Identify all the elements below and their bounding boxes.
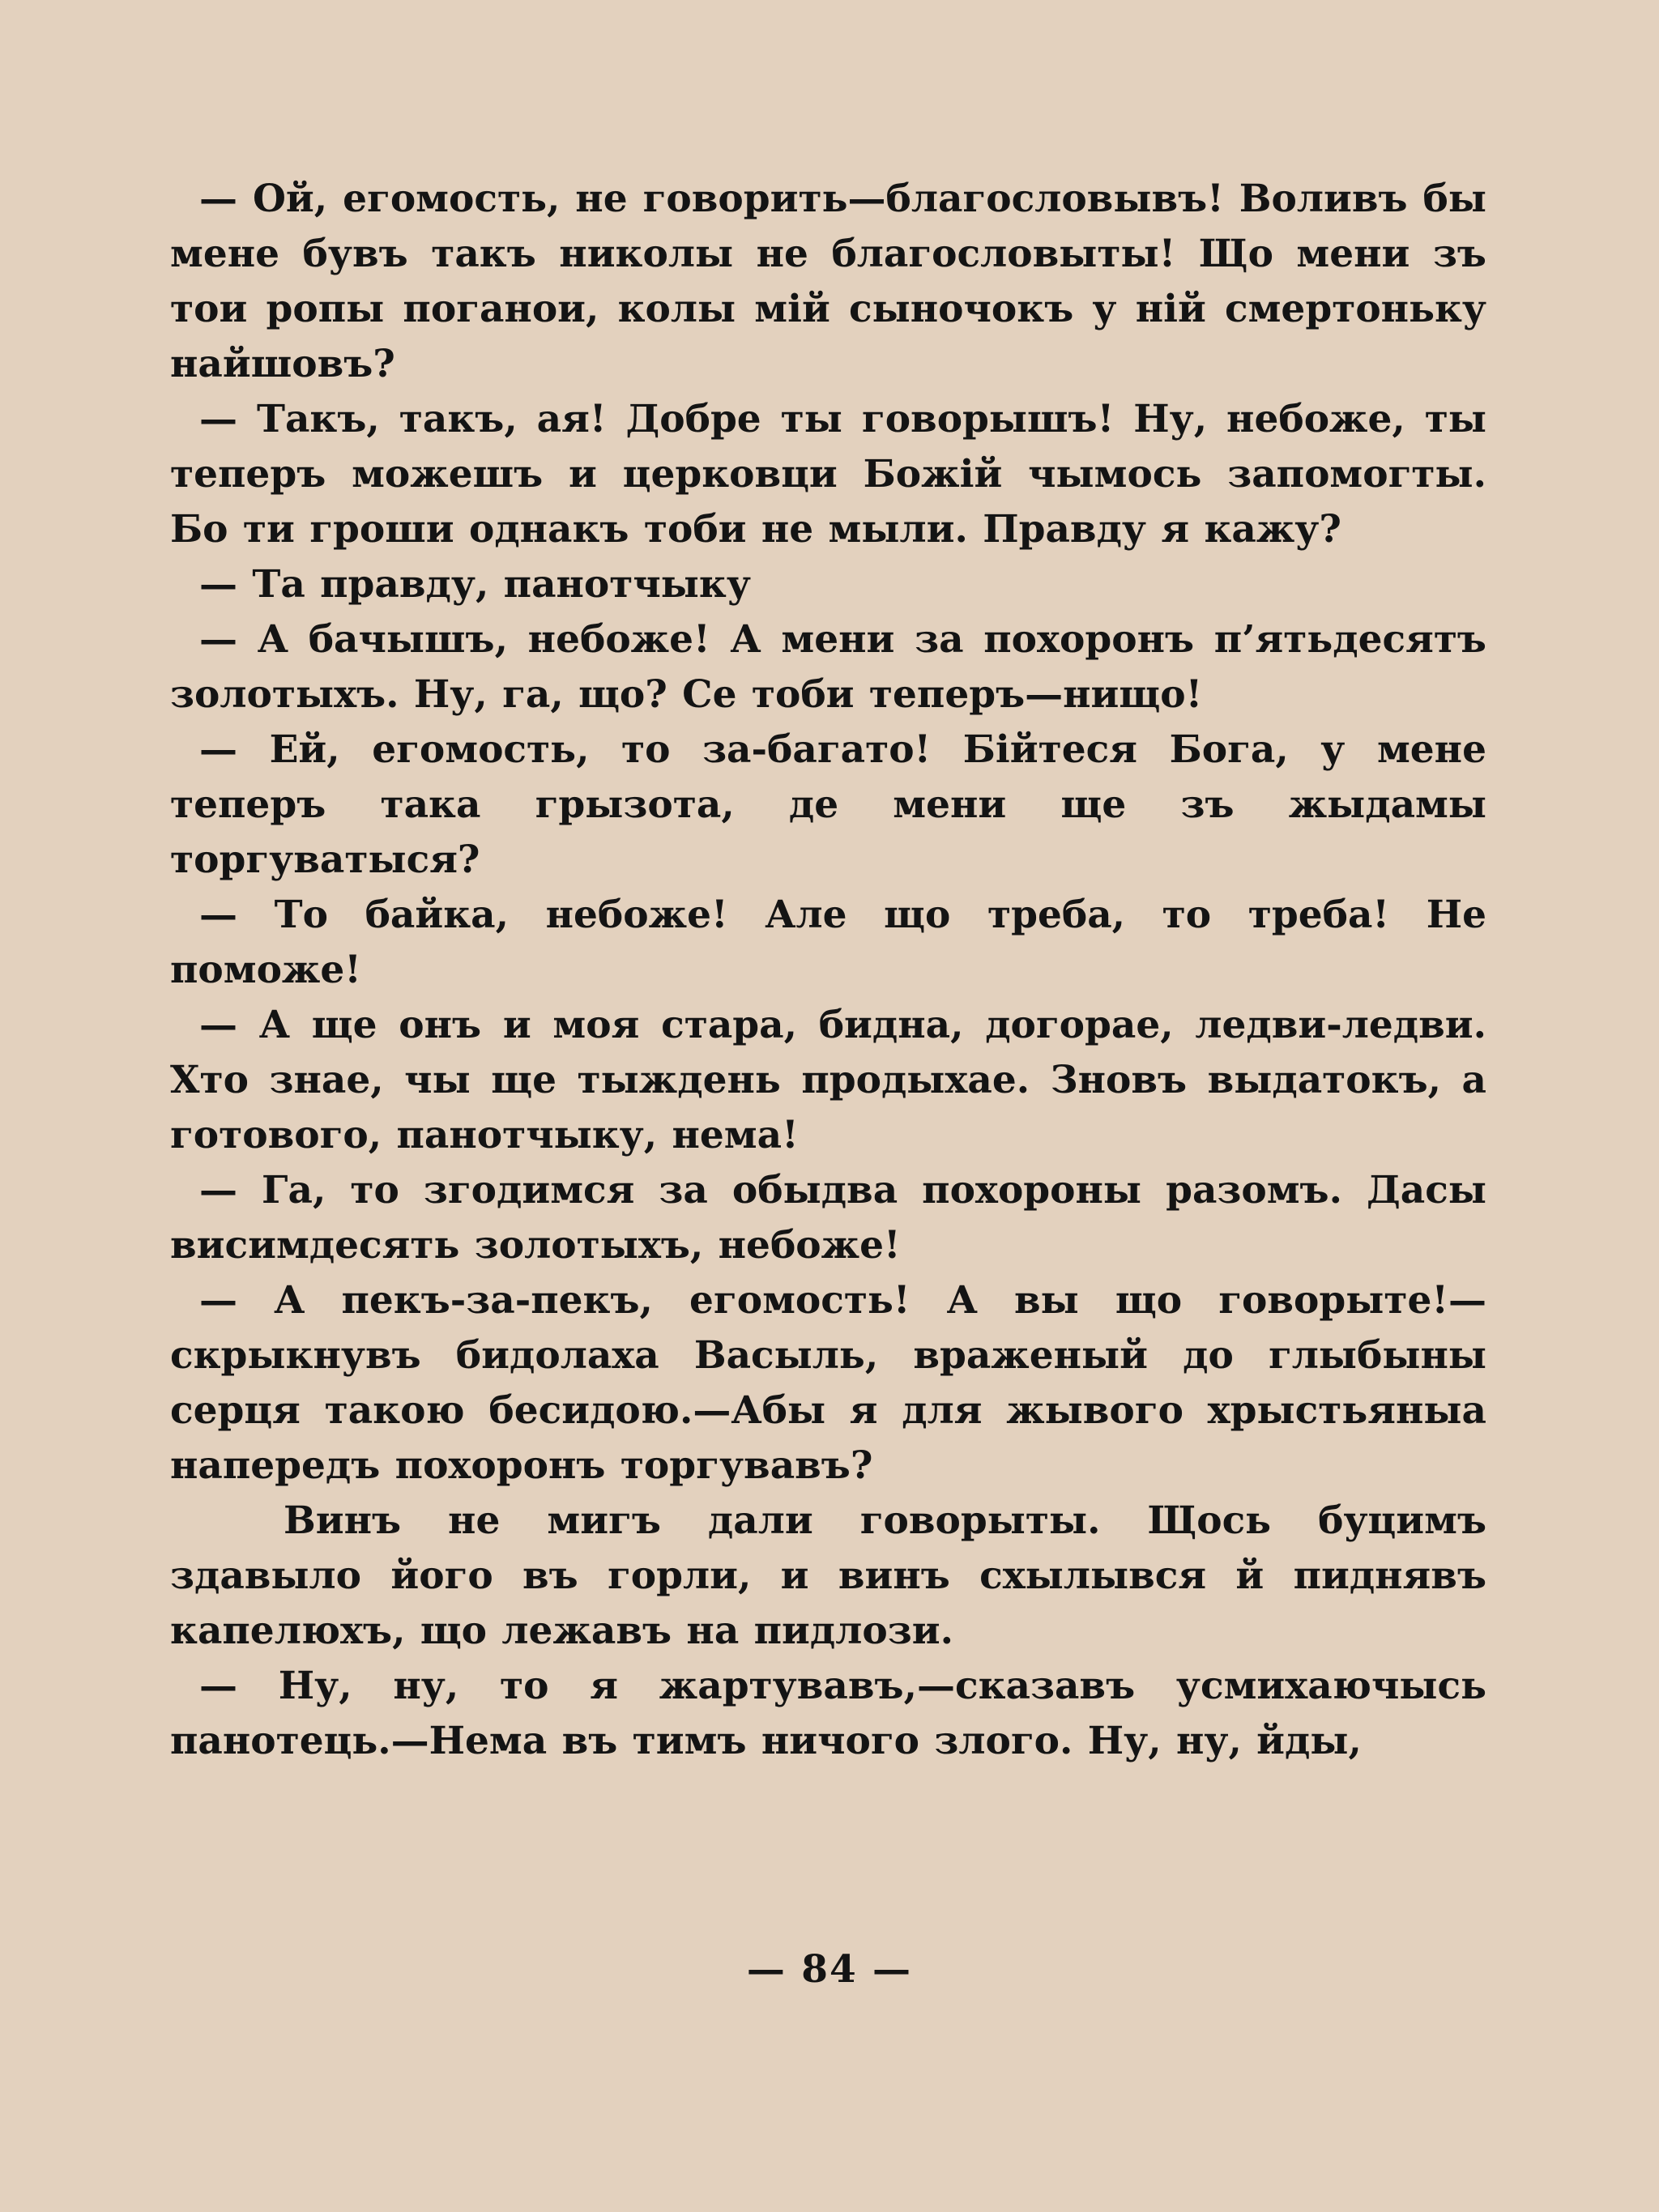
paragraph-3: — Та правду, панотчыку: [199, 562, 751, 607]
page-number: — 84 —: [746, 1947, 913, 1992]
paragraph-4: — А бачышъ, небоже! А мени за похоронъ п’ятьдесятъ золотыхъ. Ну, га, що? Се тоби теперъ—нищо!: [170, 617, 1486, 717]
paragraph-11: — Ну, ну, то я жартувавъ,—сказавъ усмихаючысь панотець.—Нема въ тимъ ничого злого. Ну, ну, йды,: [170, 1664, 1486, 1763]
paragraph-7: — А ще онъ и моя стара, бидна, догорае, ледви-ледви. Хто знае, чы ще тыждень продыхае. Зновъ выдатокъ, а готового, панотчыку, нема!: [170, 1003, 1486, 1157]
paragraph-6: — То байка, небоже! Але що треба, то треба! Не поможе!: [170, 893, 1486, 992]
paragraph-9: — А пекъ-за-пекъ, егомость! А вы що говорыте!—скрыкнувъ бидолаха Васыль, враженый до глыбыны серця такою бесидою.—Абы я для жывого хрыстьяныа напередъ похоронъ торгувавъ?: [170, 1278, 1486, 1488]
paragraph-1: — Ой, егомость, не говорить—благословывъ! Воливъ бы мене бувъ такъ николы не благословыты! Що мени зъ тои ропы поганои, колы мій сыночокъ у ній смертоньку найшовъ?: [170, 177, 1486, 386]
paragraph-10: Винъ не мигъ дали говорыты. Щось буцимъ здавыло його въ горли, и винъ схылывся й пиднявъ капелюхъ, що лежавъ на пидлози.: [170, 1498, 1486, 1653]
paragraph-8: — Га, то згодимся за обыдва похороны разомъ. Дасы висимдесять золотыхъ, небоже!: [170, 1168, 1486, 1268]
paragraph-2: — Такъ, такъ, ая! Добре ты говорышъ! Ну, небоже, ты теперъ можешъ и церковци Божій чымось запомогты. Бо ти гроши однакъ тоби не мыли. Правду я кажу?: [170, 397, 1486, 552]
paragraph-5: — Ей, егомость, то за-багато! Бійтеся Бога, у мене теперъ така грызота, де мени ще зъ жыдамы торгуватыся?: [170, 727, 1486, 882]
body-text: [170, 172, 1486, 1769]
